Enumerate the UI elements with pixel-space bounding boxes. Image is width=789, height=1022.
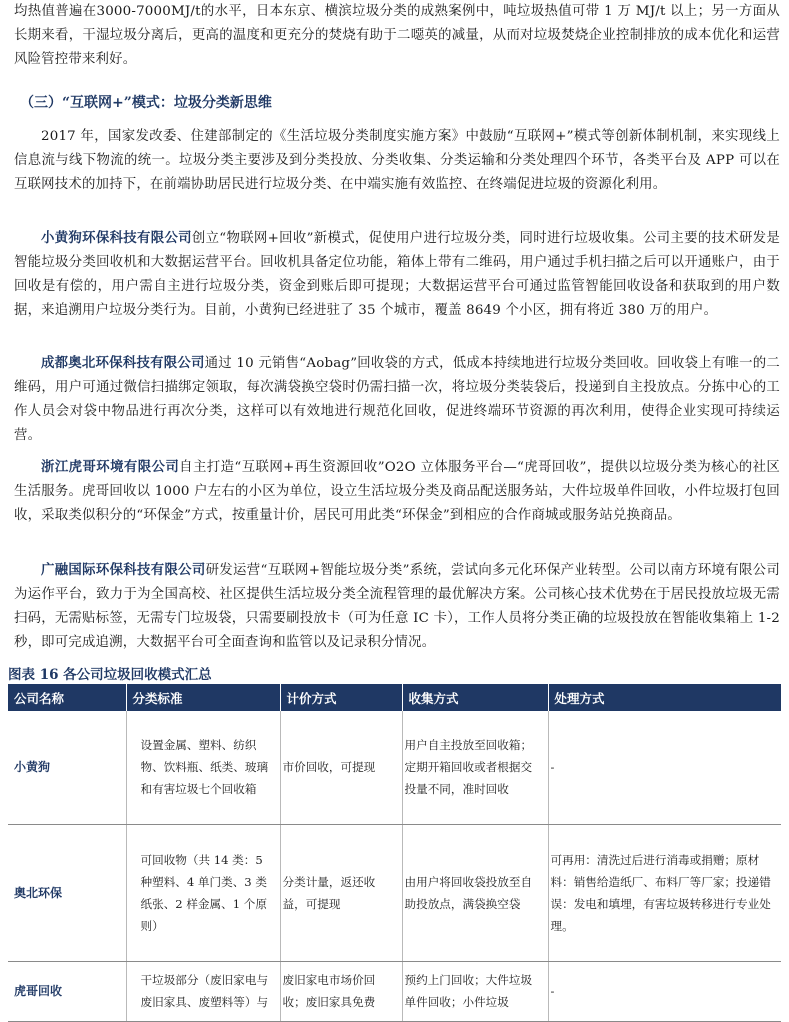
table-row <box>8 824 781 961</box>
standard-cell: 设置金属、塑料、纺织物、饮料瓶、纸类、玻璃和有害垃圾七个回收箱 <box>126 711 280 824</box>
company-description: 创立“物联网+回收”新模式，促使用户进行垃圾分类，同时进行垃圾收集。公司主要的技术研发是智能垃圾分类回收机和大数据运营平台。回收机具备定位功能，箱体上带有二维码，用户通过手机扫描之后可以开通账户，由于回收是有偿的，用户需自主进行垃圾分类，资金到账后即可提现；大数据运营平台可通过监管智能回收设备和获取到的用户数据，来追溯用户垃圾分类行为。目前，小黄狗已经进驻了 35 个城市，覆盖 8649 个小区，拥有将近 380 万的用户。 <box>14 231 780 318</box>
company-cell: 奥北环保 <box>8 824 126 961</box>
table-header-row <box>8 684 781 711</box>
table-row <box>8 961 781 1021</box>
column-header: 公司名称 <box>8 684 126 711</box>
standard-cell: 可回收物（共 14 类：5 种塑料、4 单门类、3 类纸张、2 样金属、1 个原则） <box>126 824 280 961</box>
company-description: 研发运营“互联网+智能垃圾分类”系统，尝试向多元化环保产业转型。公司以南方环境有限公司为运作平台，致力于为全国高校、社区提供生活垃圾分类全流程管理的最优解决方案。公司核心技术优势在于居民投放垃圾无需扫码，无需贴标签，无需专门垃圾袋，只需要刷投放卡（可为任意 IC 卡），工作人员将分类正确的垃圾投放在智能收集箱上 1-2 秒，即可完成追溯，大数据平台可全面查询和监管以及记录积分情况。 <box>14 563 780 650</box>
company-name: 成都奥北环保科技有限公司 <box>41 355 205 371</box>
company-paragraph-guangrong <box>14 558 780 655</box>
company-name: 广融国际环保科技有限公司 <box>41 562 206 578</box>
treatment-cell: - <box>548 711 781 824</box>
company-cell: 小黄狗 <box>8 711 126 824</box>
section-title: （三）“互联网+”模式：垃圾分类新思维 <box>20 95 272 111</box>
column-header: 收集方式 <box>402 684 548 711</box>
company-paragraph-aobei <box>14 351 780 448</box>
pricing-cell: 分类计量，返还收益，可提现 <box>280 824 402 961</box>
table-row <box>8 711 781 824</box>
company-paragraph-xiaohuanggou <box>14 226 780 323</box>
treatment-cell: 可再用：清洗过后进行消毒或捐赠；原材料：销售给造纸厂、布料厂等厂家；投递错误：发电和填埋，有害垃圾转移进行专业处理。 <box>548 824 781 961</box>
pricing-cell: 废旧家电市场价回收；废旧家具免费 <box>280 961 402 1021</box>
company-cell: 虎哥回收 <box>8 961 126 1021</box>
paragraph-2017: 2017 年，国家发改委、住建部制定的《生活垃圾分类制度实施方案》中鼓励“互联网+”模式等创新体制机制，来实现线上信息流与线下物流的统一。垃圾分类主要涉及到分类投放、分类收集、分类运输和分类处理四个环节，各类平台及 APP 可以在互联网技术的加持下，在前端协助居民进行垃圾分类、在中端实施有效监控、在终端促进垃圾的资源化利用。 <box>14 129 780 192</box>
company-name: 浙江虎哥环境有限公司 <box>41 459 180 475</box>
standard-cell: 干垃圾部分（废旧家电与废旧家具、废塑料等）与 <box>126 961 280 1021</box>
company-paragraph-huge <box>14 455 780 528</box>
column-header: 处理方式 <box>548 684 781 711</box>
company-description: 自主打造“互联网+再生资源回收”O2O 立体服务平台—“虎哥回收”，提供以垃圾分类为核心的社区生活服务。虎哥回收以 1000 户左右的小区为单位，设立生活垃圾分类及商品配送服务站，大件垃圾单件回收，小件垃圾打包回收，采取类似积分的“环保金”方式，按重量计价，居民可用此类“环保金”到相应的合作商城或服务站兑换商品。 <box>14 460 781 523</box>
column-header: 计价方式 <box>280 684 402 711</box>
company-name: 小黄狗环保科技有限公司 <box>41 230 192 246</box>
collection-cell: 预约上门回收；大件垃圾单件回收；小件垃圾 <box>402 961 548 1021</box>
company-description: 通过 10 元销售“Aobag”回收袋的方式，低成本持续地进行垃圾分类回收。回收袋上有唯一的二维码，用户可通过微信扫描绑定领取，每次满袋换空袋时仍需扫描一次，将垃圾分类装袋后，投递到自主投放点。分拣中心的工作人员会对袋中物品进行再次分类，这样可以有效地进行规范化回收，促进终端环节资源的再次利用，使得企业实现可持续运营。 <box>14 356 780 443</box>
treatment-cell: - <box>548 961 781 1021</box>
figure-title: 图表 16 各公司垃圾回收模式汇总 <box>8 667 212 683</box>
pricing-cell: 市价回收，可提现 <box>280 711 402 824</box>
column-header: 分类标准 <box>126 684 280 711</box>
collection-cell: 用户自主投放至回收箱；定期开箱回收或者根据交投量不同，准时回收 <box>402 711 548 824</box>
collection-cell: 由用户将回收袋投放至自助投放点，满袋换空袋 <box>402 824 548 961</box>
summary-table <box>8 684 781 1022</box>
intro-paragraph: 均热值普遍在3000-7000MJ/t的水平，日本东京、横滨垃圾分类的成熟案例中，吨垃圾热值可带 1 万 MJ/t 以上；另一方面从长期来看，干湿垃圾分离后，更高的温度和更充分的焚烧有助于二噁英的减量，从而对垃圾焚烧企业控制排放的成本优化和运营风险管控带来利好。 <box>14 4 780 67</box>
